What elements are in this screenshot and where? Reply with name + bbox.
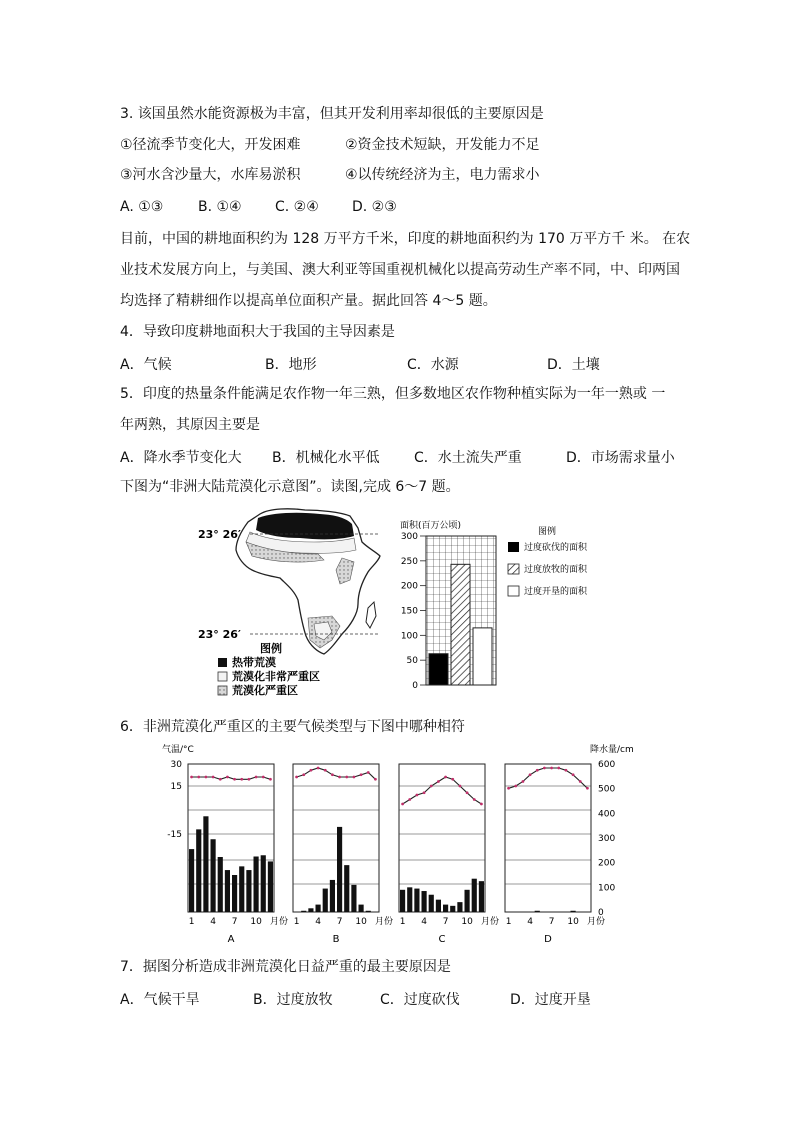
month-axis-label: 月份 <box>270 917 289 927</box>
bar-legend-swatch-overgrazing <box>508 564 519 574</box>
q4-option-b: B．地形 <box>265 357 317 373</box>
temperature-point <box>262 776 265 779</box>
month-tick-label: 1 <box>293 917 300 927</box>
q7-stem: 7．据图分析造成非洲荒漠化日益严重的最主要原因是 <box>120 959 451 975</box>
bar-legend-swatch-deforestation <box>508 542 519 552</box>
month-axis-label: 月份 <box>587 917 606 927</box>
q3-item-4: ④以传统经济为主，电力需求小 <box>345 167 540 183</box>
month-tick-label: 1 <box>188 917 195 927</box>
temperature-point <box>240 778 243 781</box>
temperature-point <box>255 776 258 779</box>
precip-bar <box>479 881 484 912</box>
q7-option-c: C．过度砍伐 <box>380 992 460 1008</box>
temperature-point <box>331 773 334 776</box>
temperature-point <box>248 778 251 781</box>
precip-bar <box>203 816 208 912</box>
africa-desertification-map <box>190 500 400 700</box>
precip-bar <box>344 865 349 912</box>
precip-bar <box>414 889 419 912</box>
lat-north-label: 23° 26′ <box>198 528 241 541</box>
bar-overgrazing <box>451 564 470 685</box>
climate-charts <box>150 742 640 950</box>
temperature-point <box>338 776 341 779</box>
map-legend-title: 图例 <box>260 642 282 655</box>
temperature-point <box>317 767 320 770</box>
q3-option-b: B. ①④ <box>198 199 242 215</box>
precip-bar <box>359 905 364 912</box>
temperature-point <box>586 787 589 790</box>
precip-bar <box>337 827 342 912</box>
month-tick-label: 10 <box>461 917 473 927</box>
climate-ylabel-right: 降水量/cm <box>590 745 634 755</box>
q3-item-1: ①径流季节变化大，开发困难 <box>120 137 301 153</box>
precip-bar <box>301 911 306 912</box>
bar-chart-ylabel: 面积(百万公顷) <box>400 521 462 531</box>
precip-bar <box>422 891 427 912</box>
q3-item-2: ②资金技术短缺，开发能力不足 <box>345 137 540 153</box>
precip-tick-label: 200 <box>598 858 616 869</box>
precip-bar <box>472 879 477 912</box>
climate-ylabel-left: 气温/°C <box>162 745 194 755</box>
month-tick-label: 1 <box>399 917 406 927</box>
legend-swatch-very-severe <box>218 672 227 681</box>
precip-bar <box>429 895 434 912</box>
legend-label-severe: 荒漠化严重区 <box>232 684 298 697</box>
q3-option-d: D. ②③ <box>352 199 397 215</box>
climate-panel-label: C <box>438 934 446 945</box>
temperature-point <box>190 776 193 779</box>
temperature-point <box>466 791 469 794</box>
precip-bar <box>225 870 230 912</box>
temperature-point <box>408 798 411 801</box>
climate-panel-label: A <box>227 934 235 945</box>
temperature-point <box>514 785 517 788</box>
temperature-point <box>522 780 525 783</box>
climate-panel-d <box>505 764 605 945</box>
q4-option-d: D．土壤 <box>547 357 600 373</box>
lat-south-label: 23° 26′ <box>198 628 241 641</box>
temp-tick-label: 15 <box>170 782 182 792</box>
temperature-point <box>374 778 377 781</box>
temperature-point <box>430 785 433 788</box>
temperature-point <box>572 773 575 776</box>
temperature-point <box>459 785 462 788</box>
area-ytick-label: 150 <box>400 606 418 617</box>
temperature-point <box>310 769 313 772</box>
temperature-point <box>416 794 419 797</box>
precip-bar <box>351 885 356 912</box>
area-ytick-label: 0 <box>412 681 418 691</box>
precip-bar <box>366 911 371 912</box>
q3-item-3: ③河水含沙量大，水库易淤积 <box>120 167 301 183</box>
temperature-point <box>226 776 229 779</box>
temperature-point <box>557 767 560 770</box>
precip-tick-label: 400 <box>598 809 616 820</box>
month-tick-label: 7 <box>548 917 555 927</box>
precip-bar <box>211 839 216 912</box>
climate-panel-label: B <box>332 934 340 945</box>
precip-bar <box>450 906 455 912</box>
q4-option-c: C．水源 <box>407 357 459 373</box>
precip-tick-label: 0 <box>598 908 604 918</box>
legend-swatch-tropical-desert <box>218 658 227 667</box>
month-axis-label: 月份 <box>375 917 394 927</box>
temperature-point <box>579 780 582 783</box>
precip-bar <box>239 866 244 912</box>
precip-bar <box>407 887 412 912</box>
climate-panel-c <box>399 764 499 945</box>
temp-tick-label: -15 <box>167 830 182 840</box>
month-tick-label: 4 <box>527 917 533 927</box>
temperature-point <box>367 771 370 774</box>
precip-bar <box>261 855 266 912</box>
temperature-point <box>212 776 215 779</box>
q6-stem: 6．非洲荒漠化严重区的主要气候类型与下图中哪种相符 <box>120 719 465 735</box>
q3-stem: 3. 该国虽然水能资源极为丰富，但其开发利用率却很低的主要原因是 <box>120 106 544 122</box>
temp-tick-label: 30 <box>170 760 182 770</box>
precip-bar <box>189 849 194 912</box>
legend-label-tropical-desert: 热带荒漠 <box>232 656 276 669</box>
month-tick-label: 7 <box>231 917 238 927</box>
precip-tick-label: 100 <box>598 883 616 894</box>
temperature-point <box>269 778 272 781</box>
precip-bar <box>443 905 448 912</box>
area-ytick-label: 100 <box>400 631 418 642</box>
bar-legend-swatch-overcultivation <box>508 586 519 596</box>
month-tick-label: 10 <box>567 917 579 927</box>
passage-line-1: 目前，中国的耕地面积约为 128 万平方千米，印度的耕地面积约为 170 万平方千 米。 在农 <box>120 231 691 247</box>
precip-tick-label: 300 <box>598 834 616 844</box>
temperature-point <box>423 791 426 794</box>
temperature-point <box>219 778 222 781</box>
precip-bar <box>330 880 335 912</box>
passage-line-3: 均选择了精耕细作以提高单位面积产量。据此回答 4～5 题。 <box>120 293 497 309</box>
temperature-point <box>324 769 327 772</box>
bar-legend-overcultivation: 过度开垦的面积 <box>524 587 588 597</box>
temperature-point <box>360 773 363 776</box>
temperature-point <box>529 773 532 776</box>
precip-bar <box>218 857 223 912</box>
precip-bar <box>457 902 462 912</box>
q5-option-d: D．市场需求量小 <box>566 450 675 466</box>
temperature-point <box>565 769 568 772</box>
q3-option-c: C. ②④ <box>275 199 319 215</box>
temperature-point <box>550 767 553 770</box>
month-tick-label: 4 <box>421 917 427 927</box>
month-tick-label: 4 <box>210 917 216 927</box>
q4-option-a: A．气候 <box>120 357 172 373</box>
climate-panel-label: D <box>544 934 552 945</box>
q5-option-c: C．水土流失严重 <box>414 450 522 466</box>
bar-overcultivation <box>473 628 492 685</box>
bar-legend-title: 图例 <box>538 527 557 537</box>
precip-bar <box>268 861 273 912</box>
desertification-area-bar-chart <box>398 518 608 693</box>
bar-deforestation <box>429 654 448 685</box>
precip-bar <box>400 890 405 912</box>
precip-bar <box>196 829 201 912</box>
temperature-point <box>295 776 298 779</box>
area-ytick-label: 300 <box>400 532 418 542</box>
legend-swatch-severe <box>218 686 227 695</box>
q5-option-b: B．机械化水平低 <box>272 450 380 466</box>
temperature-point <box>480 803 483 806</box>
q7-option-d: D．过度开垦 <box>510 992 591 1008</box>
bar-legend-deforestation: 过度砍伐的面积 <box>524 543 588 553</box>
q3-option-a: A. ①③ <box>120 199 164 215</box>
area-ytick-label: 50 <box>406 656 418 667</box>
temperature-point <box>233 778 236 781</box>
precip-bar <box>246 870 251 912</box>
precip-bar <box>254 857 259 913</box>
q5-option-a: A．降水季节变化大 <box>120 450 242 466</box>
precip-bar <box>316 905 321 912</box>
passage-line-2: 业技术发展方向上，与美国、澳大利亚等国重视机械化以提高劳动生产率不同，中、印两国 <box>120 262 680 278</box>
month-tick-label: 10 <box>250 917 262 927</box>
temperature-point <box>197 776 200 779</box>
q7-option-b: B．过度放牧 <box>253 992 333 1008</box>
month-tick-label: 10 <box>355 917 367 927</box>
intro-6-7: 下图为“非洲大陆荒漠化示意图”。读图,完成 6～7 题。 <box>120 479 460 495</box>
temperature-point <box>302 773 305 776</box>
madagascar <box>366 602 376 628</box>
precip-bar <box>232 875 237 912</box>
temperature-point <box>536 769 539 772</box>
precip-bar <box>308 908 313 912</box>
precip-bar <box>465 890 470 912</box>
month-axis-label: 月份 <box>481 917 500 927</box>
temperature-point <box>473 798 476 801</box>
temperature-point <box>444 776 447 779</box>
precip-tick-label: 600 <box>598 760 616 770</box>
precip-bar <box>436 900 441 912</box>
month-tick-label: 1 <box>505 917 512 927</box>
precip-bar <box>571 911 576 912</box>
q5-stem-line-2: 年两熟，其原因主要是 <box>120 417 260 433</box>
temperature-point <box>205 776 208 779</box>
temperature-point <box>353 776 356 779</box>
q7-option-a: A．气候干旱 <box>120 992 200 1008</box>
temperature-point <box>543 767 546 770</box>
area-ytick-label: 200 <box>400 581 418 592</box>
climate-panel-b <box>293 764 393 945</box>
precip-bar <box>535 911 540 912</box>
q5-stem-line-1: 5．印度的热量条件能满足农作物一年三熟，但多数地区农作物种植实际为一年一熟或 一 <box>120 386 666 402</box>
month-tick-label: 7 <box>442 917 449 927</box>
area-ytick-label: 250 <box>400 556 418 567</box>
legend-label-very-severe: 荒漠化非常严重区 <box>232 670 320 683</box>
temperature-point <box>507 787 510 790</box>
temperature-point <box>345 776 348 779</box>
precip-tick-label: 500 <box>598 784 616 795</box>
month-tick-label: 7 <box>336 917 343 927</box>
q4-stem: 4．导致印度耕地面积大于我国的主导因素是 <box>120 324 395 340</box>
bar-legend-overgrazing: 过度放牧的面积 <box>524 565 588 575</box>
temperature-point <box>401 803 404 806</box>
temperature-point <box>437 780 440 783</box>
month-tick-label: 4 <box>315 917 321 927</box>
climate-panel-a <box>188 764 288 945</box>
precip-bar <box>323 889 328 912</box>
temperature-point <box>451 778 454 781</box>
